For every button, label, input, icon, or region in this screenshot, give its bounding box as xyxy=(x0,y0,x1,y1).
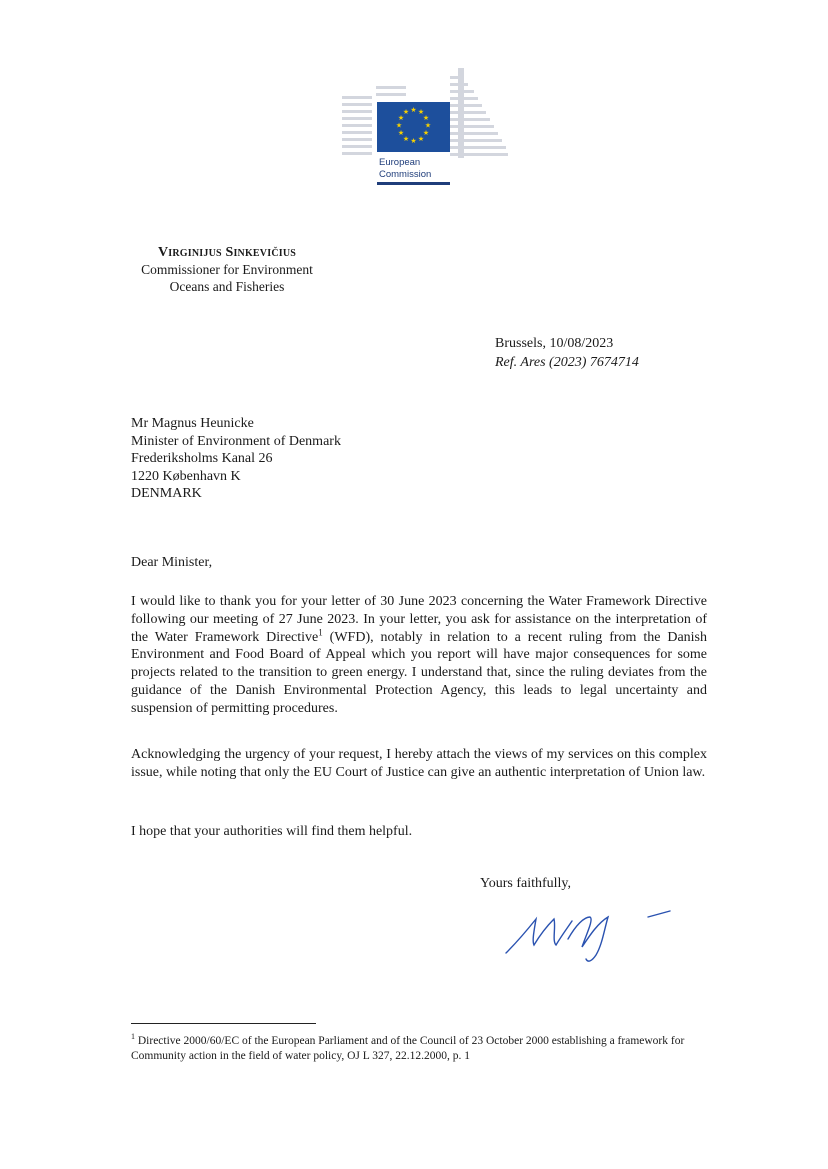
footnote xyxy=(131,1029,691,1064)
svg-text:★: ★ xyxy=(397,129,405,137)
body-paragraph-3: I hope that your authorities will find them helpful. xyxy=(131,824,413,839)
svg-text:★: ★ xyxy=(424,121,432,130)
svg-text:★: ★ xyxy=(397,114,405,122)
recipient-address xyxy=(131,415,341,503)
svg-text:★: ★ xyxy=(402,135,410,143)
recipient-line5: DENMARK xyxy=(131,486,202,501)
place-date: Brussels, 10/08/2023 xyxy=(495,336,614,351)
sender-name: Virginijus Sinkevičius xyxy=(157,245,297,260)
reference-number: Ref. Ares (2023) 7674714 xyxy=(495,355,639,370)
recipient-line1: Mr Magnus Heunicke xyxy=(131,416,254,431)
handwritten-signature xyxy=(498,905,678,975)
svg-text:★: ★ xyxy=(395,121,403,130)
svg-text:★: ★ xyxy=(422,129,430,137)
footnote-marker: 1 xyxy=(131,1032,135,1041)
logo-wordmark xyxy=(379,157,459,181)
body-paragraph-1 xyxy=(131,593,707,718)
svg-text:★: ★ xyxy=(417,135,425,143)
svg-text:★: ★ xyxy=(410,137,417,145)
p1-text-a: I would like to thank you for your letter of 30 June 2023 concerning the Water Framework Directive following our meeting of 27 June 2023. In your letter, you ask for assistance on the interpretation of the Water Framework Directive xyxy=(131,594,707,645)
svg-text:★: ★ xyxy=(402,108,410,116)
sender-block xyxy=(112,244,342,295)
logo-line-european: European xyxy=(379,157,421,168)
logo-line-commission: Commission xyxy=(379,169,432,180)
sender-title-line1: Commissioner for Environment xyxy=(141,262,313,277)
footnote-reference: 1 xyxy=(318,626,323,637)
closing: Yours faithfully, xyxy=(480,876,572,891)
footnote-text: Directive 2000/60/EC of the European Parliament and of the Council of 23 October 2000 establishing a framework for Community action in the field of water policy, OJ L 327, 22.12.2000, p. 1 xyxy=(131,1034,685,1062)
recipient-line3: Frederiksholms Kanal 26 xyxy=(131,451,273,466)
date-reference-block xyxy=(495,334,639,372)
logo-underline xyxy=(377,182,450,185)
salutation: Dear Minister, xyxy=(131,555,213,570)
svg-text:★: ★ xyxy=(417,108,425,116)
p1-text-b: (WFD), notably in relation to a recent ruling from the Danish Environment and Food Board of Appeal which you report will have major consequences for some projects related to the transition to green energy. I understand that, since the ruling deviates from the guidance of the Danish Environmental Protection Agency, this leads to legal uncertainty and suspension of permitting procedures. xyxy=(131,629,708,716)
svg-text:★: ★ xyxy=(410,106,417,114)
footnote-separator xyxy=(131,1023,316,1024)
svg-text:★: ★ xyxy=(422,114,430,122)
recipient-line4: 1220 København K xyxy=(131,468,241,484)
sender-title-line2: Oceans and Fisheries xyxy=(169,279,285,294)
recipient-line2: Minister of Environment of Denmark xyxy=(131,433,341,449)
body-paragraph-2: Acknowledging the urgency of your request, I hereby attach the views of my services on this complex issue, while noting that only the EU Court of Justice can give an authentic interpretation of Union law. xyxy=(131,747,707,780)
